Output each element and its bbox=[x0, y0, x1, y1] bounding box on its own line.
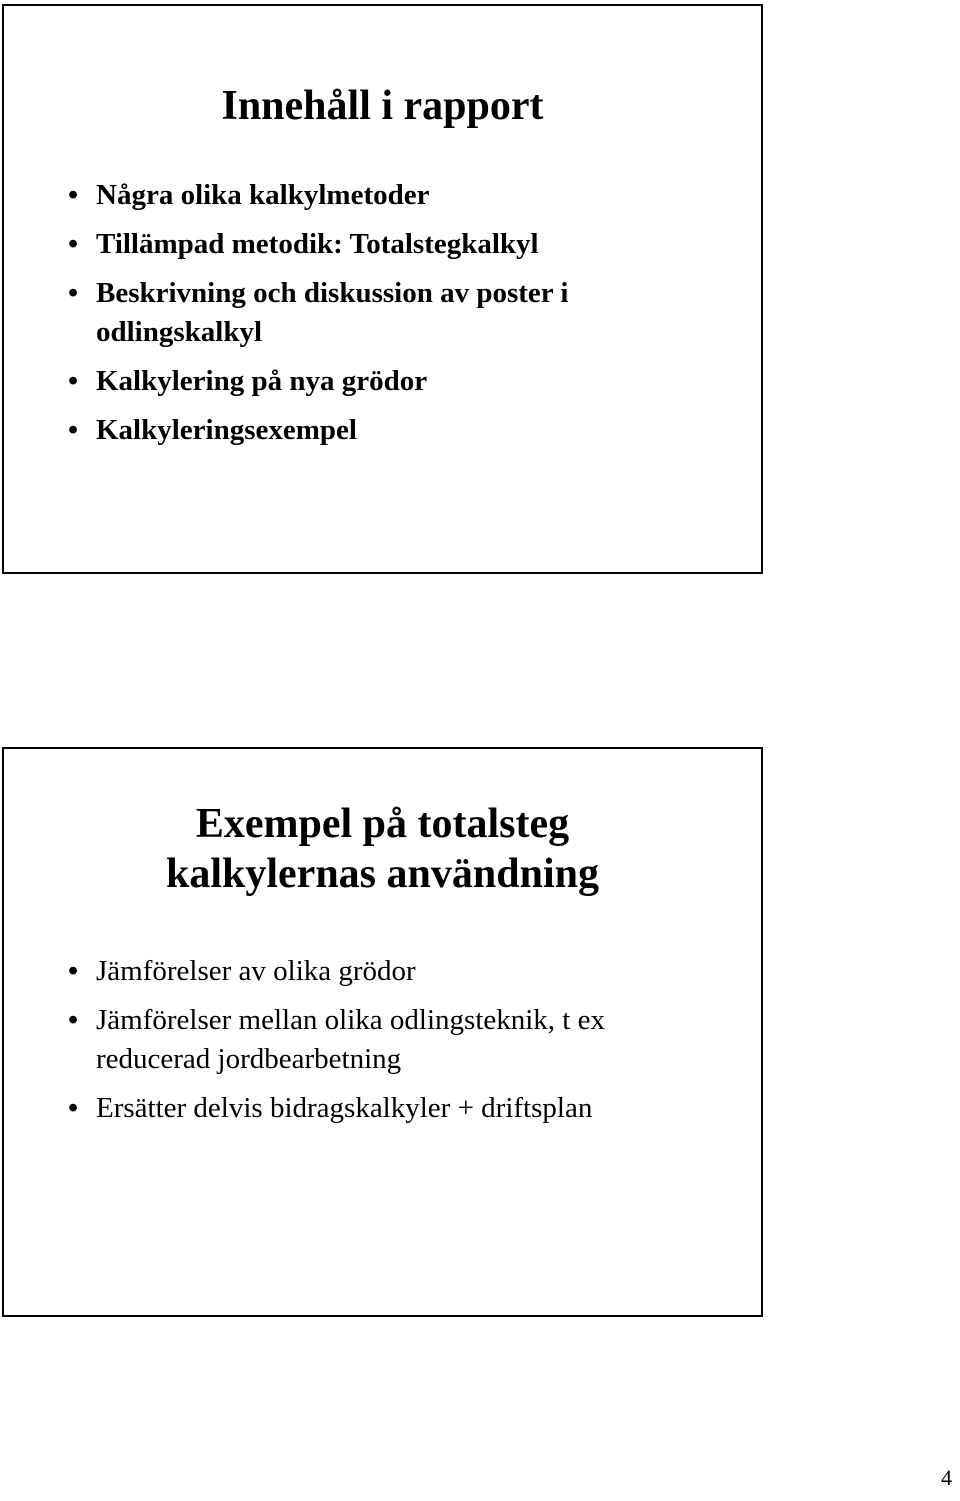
slide-2-title-line-1: Exempel på totalsteg bbox=[195, 801, 570, 847]
bullet-icon: • bbox=[68, 414, 79, 446]
bullet-icon: • bbox=[68, 1004, 79, 1036]
bullet-icon: • bbox=[68, 179, 79, 211]
bullet-text: Beskrivning och diskussion av poster i odlingskalkyl bbox=[96, 277, 569, 348]
bullet-icon: • bbox=[68, 277, 79, 309]
bullet-icon: • bbox=[68, 955, 79, 987]
slide-2 bbox=[2, 747, 763, 1317]
bullet-text: Kalkylering på nya grödor bbox=[96, 365, 428, 397]
slide-1-title: Innehåll i rapport bbox=[221, 83, 544, 129]
list-item bbox=[64, 362, 741, 401]
bullet-text: Kalkyleringsexempel bbox=[96, 414, 357, 446]
bullet-text: Tillämpad metodik: Totalstegkalkyl bbox=[96, 228, 539, 260]
list-item bbox=[64, 411, 741, 450]
list-item bbox=[64, 274, 741, 352]
list-item bbox=[64, 1001, 741, 1079]
slide-1-bullet-list bbox=[64, 176, 741, 460]
page-number: 4 bbox=[941, 1465, 952, 1490]
bullet-icon: • bbox=[68, 365, 79, 397]
list-item bbox=[64, 952, 741, 991]
slide-2-title-line-2: kalkylernas användning bbox=[165, 851, 599, 897]
bullet-icon: • bbox=[68, 228, 79, 260]
bullet-text: Några olika kalkylmetoder bbox=[96, 179, 430, 211]
list-item bbox=[64, 1089, 741, 1128]
slide-1 bbox=[2, 4, 763, 574]
slide-2-bullet-list bbox=[64, 952, 741, 1138]
bullet-text: Ersätter delvis bidragskalkyler + driftsplan bbox=[96, 1092, 593, 1124]
list-item bbox=[64, 225, 741, 264]
bullet-text: Jämförelser av olika grödor bbox=[96, 955, 416, 987]
bullet-icon: • bbox=[68, 1092, 79, 1124]
slide-2-title bbox=[4, 799, 761, 899]
bullet-text: Jämförelser mellan olika odlingsteknik, t ex reducerad jordbearbetning bbox=[96, 1004, 605, 1075]
list-item bbox=[64, 176, 741, 215]
